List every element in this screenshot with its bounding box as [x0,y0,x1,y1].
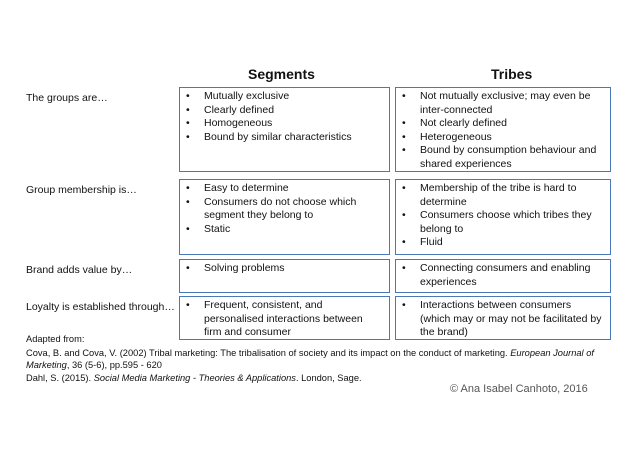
copyright: © Ana Isabel Canhoto, 2016 [450,383,588,395]
row-label: Brand adds value by… [26,264,133,276]
list-item: • Mutually exclusive [186,90,290,102]
tribes-cell [395,296,611,340]
reference-cova: Cova, B. and Cova, V. (2002) Tribal marketing: The tribalisation of society and its impact on the conduct of marketing. European Journal of Marketing, 36 (5-6), pp.595 - 620 [26,348,594,370]
tribes-cell [395,259,611,293]
row-label: Group membership is… [26,184,137,196]
list-item: • Not mutually exclusive; may even be inter-connected [402,90,591,116]
list-item: • Not clearly defined [402,117,507,130]
tribes-cell [395,87,611,172]
list-item: • Fluid [402,236,443,249]
reference-dahl: Dahl, S. (2015). Social Media Marketing - Theories & Applications. London, Sage. [26,373,362,383]
segments-cell [179,179,390,255]
row-label: The groups are… [26,92,108,104]
segments-cell [179,87,390,172]
tribes-cell [395,179,611,255]
list-item: • Bound by similar characteristics [186,130,352,143]
header-segments: Segments [248,66,315,82]
list-item: • Easy to determine [186,182,289,194]
list-item: • Consumers do not choose which segment they belong to [186,195,357,222]
list-item: • Solving problems [186,262,285,274]
list-item: • Clearly defined [186,103,275,116]
adapted-from: Adapted from: [26,334,85,344]
list-item: • Consumers choose which tribes they belong to [402,209,592,235]
list-item: • Interactions between consumers (which may or may not be facilitated by the brand) [402,299,602,339]
list-item: • Static [186,222,231,235]
list-item: • Bound by consumption behaviour and shared experiences [402,144,597,170]
header-tribes: Tribes [491,66,533,82]
segments-cell [179,296,390,340]
list-item: • Homogeneous [186,117,273,130]
list-item: • Membership of the tribe is hard to determine [402,182,577,208]
list-item: • Heterogeneous [402,130,492,143]
list-item: • Frequent, consistent, and personalised interactions between firm and consumer [186,299,363,339]
segments-cell [179,259,390,293]
list-item: • Connecting consumers and enabling experiences [402,262,591,288]
row-label: Loyalty is established through… [26,301,175,313]
